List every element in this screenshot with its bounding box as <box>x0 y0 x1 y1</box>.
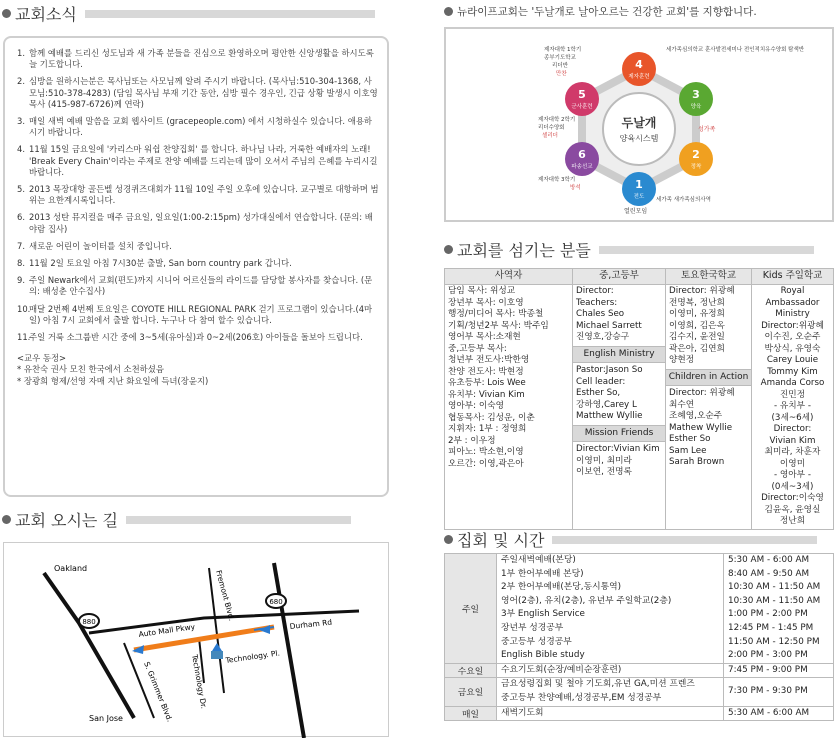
news-item <box>17 76 379 110</box>
news-item-text: 심방을 원하시는분은 목사님또는 사모님께 알려 주시기 바랍니다. (목사님:510-304-1368, 사모님:510-378-4283) (담임 목사님 부재 기간 동안, 심방 필수 경우인, 긴급 상황 발생시 이호영 목사 (415-987-6726)께 연락) <box>29 76 378 109</box>
staff-entry: Esther So, <box>576 388 621 398</box>
sanjose-label: San Jose <box>89 714 123 723</box>
staff-entry: 영아부: 이숙영 <box>448 401 505 411</box>
directions-map <box>3 542 389 737</box>
staff-entry: 최수연 <box>669 399 695 410</box>
staff-entry: 최미라, 차훈자 <box>764 447 821 457</box>
schedule-row <box>445 663 834 678</box>
staff-col-saturday-school <box>666 285 752 530</box>
schedule-row <box>445 554 834 664</box>
news-header <box>2 2 375 25</box>
schedule-time: 8:40 AM - 9:50 AM <box>728 568 810 579</box>
staff-entry: 전명복, 정난희 <box>669 297 725 308</box>
church-icon <box>212 643 222 651</box>
oakland-label: Oakland <box>54 564 88 573</box>
schedule-item: 영어(2층), 유치(2층), 유년부 주일학교(2층) <box>501 595 672 606</box>
staff-entry: Director:Vivian Kim <box>576 444 660 454</box>
map-svg <box>4 543 390 738</box>
news-list <box>17 48 379 343</box>
news-item-number: 10. <box>17 303 31 314</box>
staff-entry: Director: 위광혜 <box>669 388 735 398</box>
staff-entry: 양현정 <box>669 355 695 365</box>
vision-node-label: 파송선교 <box>571 164 593 170</box>
mission-friends-title: Mission Friends <box>573 425 665 443</box>
staff-entry: 유치부: Vivian Kim <box>448 389 525 400</box>
news-item-text: 11월 2일 토요일 아침 7시30분 출발, San born country park 갑니다. <box>29 258 292 269</box>
vision-node-number: 4 <box>635 58 643 71</box>
news-item <box>17 258 379 269</box>
vision-node-number: 3 <box>692 88 700 101</box>
note-6b: 리더수양회 <box>538 125 565 131</box>
note-6d: 제자대학 3학기 <box>538 177 576 183</box>
schedule-row <box>445 706 834 721</box>
vision-node-label: 제자훈련 <box>628 74 650 80</box>
staff-entry: 협동목사: 김성운, 이춘 <box>448 412 535 423</box>
vision-node-number: 2 <box>692 148 700 161</box>
staff-entry: Tommy Kim <box>767 366 818 377</box>
road-880 <box>44 573 134 718</box>
staff-entry: 이영미, 유정희 <box>669 309 725 319</box>
staff-entry: 지휘자: 1부 : 정영희 <box>448 424 527 434</box>
staff-entry: - 영아부 - <box>774 470 811 480</box>
news-item-text: 주일 Newark에서 교회(편도)까지 시니어 어르신들의 라이드를 담당할 봉사자를 찾습니다. (문의: 배성춘 안수집사) <box>29 275 373 297</box>
schedule-time: 10:30 AM - 11:50 AM <box>728 595 821 606</box>
news-item <box>17 212 379 234</box>
staff-entry: Pastor:Jason So <box>576 365 643 375</box>
staff-entry: 조혜영,오순주 <box>669 411 723 421</box>
schedule-item: 수요기도회(순장/예비순장훈련) <box>501 664 622 675</box>
news-item <box>17 241 379 252</box>
news-item-text: 매달 2번째 4번째 토요일은 COYOTE HILL REGIONAL PARK 걷기 프로그램이 있습니다.(4마일) 아침 7시 교회에서 출발 합니다. 누구나 다 참여 할수 있습니다. <box>29 303 373 325</box>
staff-entry: Esther So <box>669 434 711 444</box>
staff-entry: (0세~3세) <box>771 481 814 492</box>
schedule-day: 주일 <box>445 554 497 664</box>
note-6c: 셀리더 <box>542 133 558 139</box>
staff-entry: 피아노: 박소현,이영 <box>448 447 524 457</box>
note-4: 세가족심의학교 훈사발전세미나 전인적치유수양회 탐색반 <box>666 47 805 53</box>
english-ministry-title: English Ministry <box>573 346 665 364</box>
i680-label: 680 <box>269 598 283 606</box>
news-item-number: 11. <box>17 332 31 343</box>
technology-pl-label: Technology. Pl. <box>225 648 281 665</box>
arrow-left-icon <box>132 645 144 654</box>
kyou-item: * 유찬숙 권사 모친 한국에서 소천하셨음 <box>17 364 164 375</box>
staff-entry: 박상식, 유영숙 <box>764 343 821 354</box>
staff-entry: 영어부 목사:소재현 <box>448 332 521 342</box>
staff-entry: Director: <box>773 424 812 434</box>
note-3: 성가족 <box>698 126 716 133</box>
schedule-item: 주일새벽예배(본당) <box>501 555 576 565</box>
kyou-title: <교우 동정> <box>17 353 67 364</box>
staff-entry: 진민정 <box>779 389 806 400</box>
grimmer-label: S. Grimmer Blvd. <box>142 660 175 724</box>
news-box <box>3 36 389 497</box>
vision-node-label: 양육 <box>690 104 702 110</box>
news-title: 교회소식 <box>15 5 77 24</box>
staff-entry: Vivian Kim <box>769 435 816 446</box>
schedule-item: 새벽기도회 <box>501 707 544 718</box>
schedule-time: 1:00 PM - 2:00 PM <box>728 609 808 620</box>
staff-entry: Director: 위광혜 <box>669 286 735 296</box>
vision-diagram <box>444 27 834 222</box>
news-item <box>17 48 379 70</box>
schedule-time: 2:00 PM - 3:00 PM <box>728 650 808 661</box>
note-5c: 리더반 <box>552 63 568 69</box>
staff-entry: 진영호,강승구 <box>576 332 630 342</box>
staff-entry: Sarah Brown <box>669 457 725 467</box>
news-item-text: 주일 거룩 소그룹반 시간 중에 3~5세(유아실)과 0~2세(206호) 아이들을 돌보아 드립니다. <box>29 332 363 343</box>
staff-col-header: 사역자 <box>445 269 573 285</box>
note-6e: 방석 <box>570 185 581 191</box>
staff-col-header: 중,고등부 <box>573 269 666 285</box>
staff-col-header: 토요한국학교 <box>666 269 752 285</box>
staff-entry: (3세~6세) <box>771 412 814 423</box>
staff-entry: - 유치부 - <box>774 401 811 411</box>
staff-entry: 찬양 전도사: 박현정 <box>448 366 524 377</box>
kyou-section <box>17 353 379 387</box>
schedule-time: 12:45 PM - 1:45 PM <box>728 622 814 633</box>
staff-entry: 이영미 <box>779 458 806 469</box>
note-5d: 만찬 <box>556 71 567 77</box>
staff-entry: 이보연, 전명록 <box>576 467 632 477</box>
staff-entry: Teachers: <box>576 297 618 308</box>
technology-label: Technology Dr. <box>190 653 209 710</box>
staff-entry: Mathew Wyllie <box>669 422 733 433</box>
staff-title: 교회를 섬기는 분들 <box>457 241 591 260</box>
staff-entry: 담임 목사: 위성교 <box>448 286 516 296</box>
schedule-time: 5:30 AM - 6:00 AM <box>728 555 810 565</box>
staff-entry: 기획/청년2부 목사: 박주임 <box>448 320 549 331</box>
schedule-time: 7:30 PM - 9:30 PM <box>728 686 808 697</box>
vision-title: 뉴라이프교회는 '두날개로 날아오르는 건강한 교회'를 지향합니다. <box>457 6 757 18</box>
news-item-text: 매일 새벽 예배 말씀을 교회 웹사이트 (gracepeople.com) 에서 시청하실수 있습니다. 애용하시기 바랍니다. <box>29 116 373 138</box>
schedule-table <box>444 553 834 721</box>
i880-label: 880 <box>82 618 96 626</box>
staff-entry: 행정/미디어 목사: 박종철 <box>448 309 544 319</box>
diagram-svg <box>446 29 832 220</box>
schedule-items <box>497 678 724 706</box>
church-building <box>211 651 223 659</box>
schedule-times <box>724 663 834 678</box>
schedule-header <box>444 528 817 551</box>
staff-entry: Director:이숙영 <box>761 493 824 503</box>
vision-node-label: 전도 <box>633 194 645 200</box>
fremont-label: Fremont Blvd. <box>214 569 237 622</box>
news-item-number: 4. <box>17 144 25 155</box>
schedule-times <box>724 706 834 721</box>
schedule-item: 중고등부 찬양예배,성경공부,EM 성경공부 <box>501 692 662 703</box>
news-item-number: 6. <box>17 212 25 223</box>
schedule-time: 5:30 AM - 6:00 AM <box>728 707 810 718</box>
schedule-time: 11:50 AM - 12:50 PM <box>728 636 820 647</box>
vision-node-label: 정착 <box>690 164 702 170</box>
schedule-time: 10:30 AM - 11:50 AM <box>728 582 821 593</box>
news-item-text: 함께 예배를 드리신 성도님과 새 가족 분들을 진심으로 환영하오며 평안한 신앙생활을 하시도록 늘 기도합니다. <box>29 48 374 70</box>
news-item-number: 5. <box>17 184 25 195</box>
staff-entry: Michael Sarrett <box>576 320 642 331</box>
staff-entry: Director:위광혜 <box>761 320 824 331</box>
note-5a: 제자대학 1학기 <box>544 47 582 53</box>
children-in-action-title: Children in Action <box>666 369 751 387</box>
staff-col-youth <box>573 285 666 530</box>
news-item <box>17 332 379 343</box>
schedule-item: 1부 한어부예배 본당) <box>501 568 584 579</box>
staff-entry: 강하영,Carey L <box>576 399 637 410</box>
staff-entry: 이영희, 김은옥 <box>669 320 725 331</box>
news-item-number: 1. <box>17 48 25 58</box>
staff-entry: 김수지, 윤전일 <box>669 332 725 342</box>
map-header <box>2 508 351 531</box>
schedule-items <box>497 706 724 721</box>
staff-table <box>444 268 834 530</box>
news-item <box>17 116 379 138</box>
staff-entry: 곽은아, 김연희 <box>669 343 725 354</box>
kyou-item: * 장광희 형제/선영 자매 지난 화요일에 득녀(장윤지) <box>17 375 209 386</box>
staff-entry: Carey Louie <box>766 355 819 365</box>
vision-node-number: 1 <box>635 178 643 191</box>
staff-entry: Director: <box>576 286 614 296</box>
news-item-text: 새로운 어린이 놀이터를 설치 중입니다. <box>29 240 172 251</box>
staff-entry: 이수진, 오순주 <box>764 332 821 342</box>
news-item <box>17 184 379 206</box>
schedule-item: 중고등부 성경공부 <box>501 636 572 647</box>
durham-label: Durham Rd <box>289 617 333 631</box>
staff-entry: Amanda Corso <box>760 378 825 388</box>
staff-entry: 정난희 <box>779 516 806 526</box>
news-item-number: 2. <box>17 76 25 87</box>
staff-col-ministers <box>445 285 573 530</box>
staff-entry: 청년부 전도사:박한영 <box>448 355 530 365</box>
schedule-items <box>497 663 724 678</box>
schedule-item: 금요성령집회 및 철야 기도회,유년 GA,미션 프렌즈 <box>501 679 695 690</box>
auto-mall-label: Auto Mall Pkwy <box>138 622 196 639</box>
schedule-item: 3부 English Service <box>501 609 585 620</box>
schedule-day: 금요일 <box>445 678 497 706</box>
note-1: 세가족 새가족심의사역 <box>656 197 711 203</box>
schedule-items <box>497 554 724 664</box>
schedule-day: 수요일 <box>445 663 497 678</box>
staff-entry: 2부 : 이우정 <box>448 435 496 446</box>
staff-entry: 유초등부: Lois Wee <box>448 378 526 388</box>
note-1b: 열린모임 <box>624 208 648 215</box>
note-6a: 제자대학 2학기 <box>538 117 576 123</box>
news-item-text: 2013 목장대항 골든벨 성경퀴즈대회가 11월 10일 주일 오후에 있습니다. 교구별로 대항하며 범위는 요한계시록입니다. <box>29 184 379 206</box>
staff-entry: Royal Ambassador Ministry <box>765 286 820 319</box>
schedule-item: 2부 한어부예배(본당,동시통역) <box>501 582 622 593</box>
schedule-times <box>724 678 834 706</box>
staff-header <box>444 238 814 261</box>
schedule-title: 집회 및 시간 <box>457 531 545 550</box>
vision-node-number: 6 <box>578 148 586 161</box>
staff-entry: Sam Lee <box>669 445 707 456</box>
news-item <box>17 304 379 326</box>
news-item-text: 2013 성탄 뮤지컬을 매주 금요일, 일요일(1:00-2:15pm) 성가대실에서 연습합니다. (문의: 배야람 집사) <box>29 212 373 234</box>
news-item <box>17 144 379 178</box>
staff-entry: Matthew Wyllie <box>576 411 643 421</box>
staff-entry: 이영미, 최미라 <box>576 455 632 466</box>
news-item-number: 8. <box>17 258 25 269</box>
staff-entry: 장년부 목사: 이호영 <box>448 297 524 308</box>
center-subtitle: 양육시스템 <box>619 134 659 143</box>
news-item-number: 9. <box>17 275 25 286</box>
vision-header <box>444 4 757 19</box>
schedule-item: English Bible study <box>501 650 585 661</box>
schedule-item: 장년부 성경공부 <box>501 622 564 633</box>
staff-entry: Chales Seo <box>576 309 625 319</box>
staff-entry: 중,고등부 목사: <box>448 343 507 354</box>
vision-node-label: 군사훈련 <box>571 104 593 110</box>
note-5b: 종부기도학교 <box>544 55 576 61</box>
staff-entry: Cell leader: <box>576 376 626 387</box>
news-item-number: 7. <box>17 240 25 251</box>
schedule-day: 매일 <box>445 706 497 721</box>
center-title: 두날개 <box>621 116 657 130</box>
staff-col-kids <box>752 285 834 530</box>
map-title: 교회 오시는 길 <box>15 511 118 530</box>
schedule-row <box>445 678 834 706</box>
staff-col-header: Kids 주일학교 <box>752 269 834 285</box>
schedule-time: 7:45 PM - 9:00 PM <box>728 664 808 675</box>
staff-entry: 김윤옥, 윤영실 <box>764 504 821 515</box>
news-item <box>17 275 379 297</box>
staff-entry: 오르간: 이영,곽은아 <box>448 458 524 469</box>
vision-node-number: 5 <box>578 88 586 101</box>
news-item-number: 3. <box>17 116 25 127</box>
news-item-text: 11월 15일 금요일에 '카리스마 워쉽 찬양집회' 를 합니다. 하나님 나라, 거룩한 예배자의 노래! 'Break Every Chain'이라는 주제로 찬양 예배를 드리는데 많이 오셔서 주님의 은혜를 누리시길 바랍니다. <box>29 144 378 177</box>
schedule-times <box>724 554 834 664</box>
